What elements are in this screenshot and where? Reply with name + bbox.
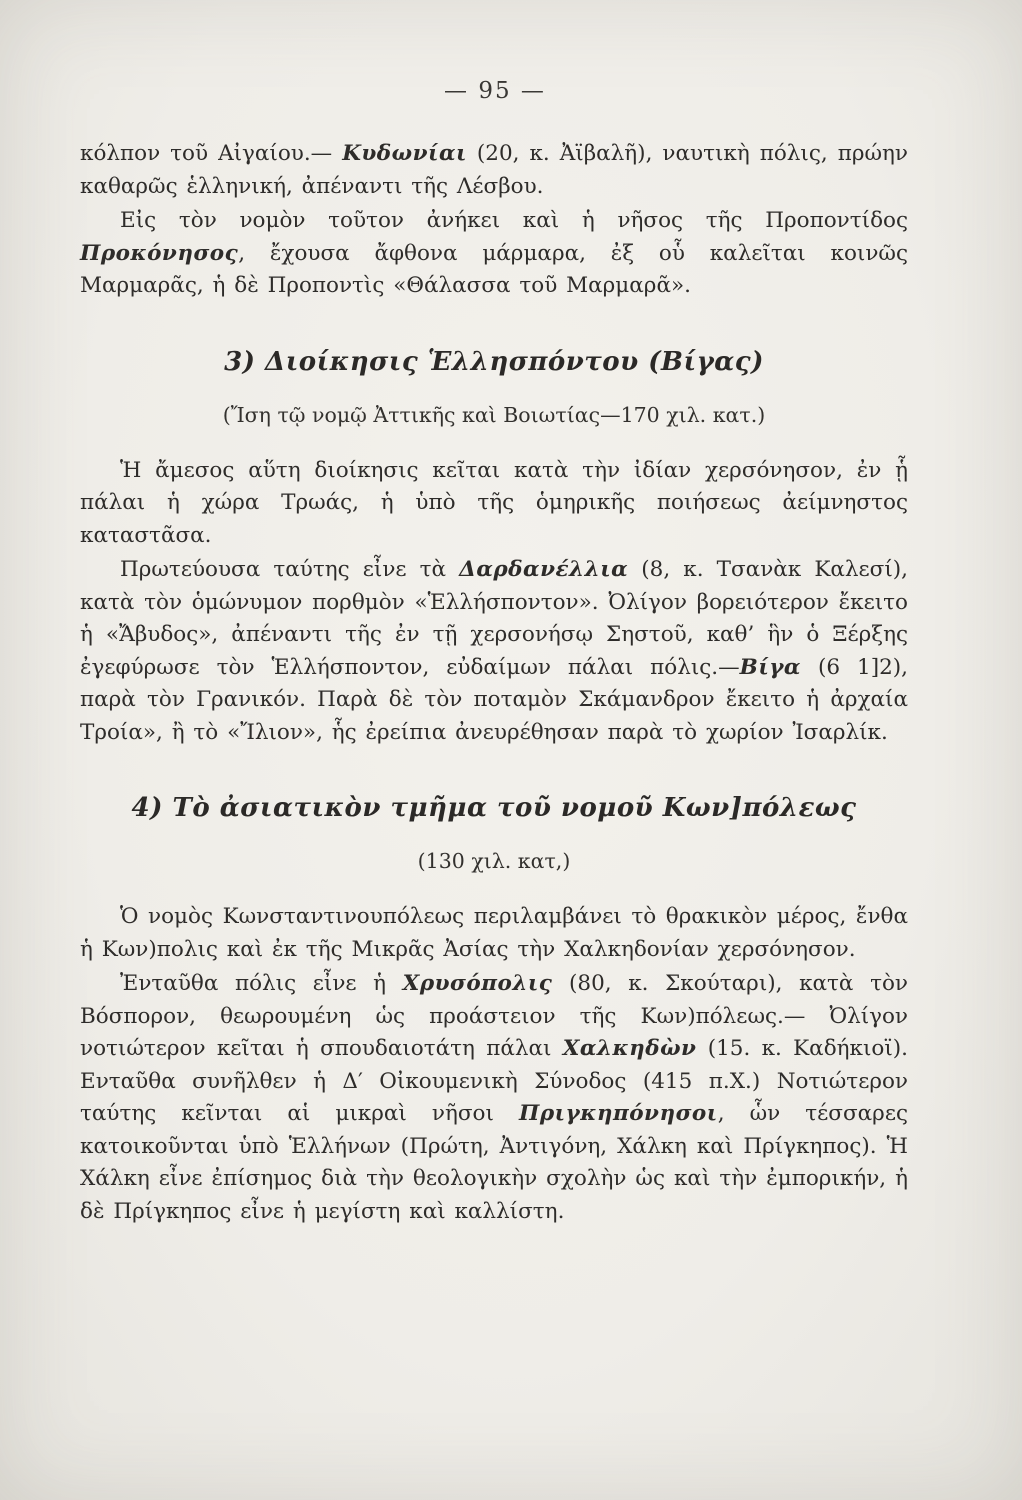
section-subheading [80, 403, 908, 427]
section-heading [80, 347, 908, 377]
emphasized-term: Βίγα [739, 654, 801, 680]
text-run: , ἔχουσα ἄφθονα μάρμαρα, ἐξ οὗ καλεῖται κοινῶς Μαρμαρᾶς, ἡ δὲ Προποντὶς «Θάλασσα τοῦ Μαρμαρᾶ». [80, 240, 908, 298]
paragraph [80, 901, 908, 966]
text-run: (6 1]2), παρὰ τὸν Γρανικόν. Παρὰ δὲ τὸν ποταμὸν Σκάμανδρον ἔκειτο ἡ ἀρχαία Τροία», ἢ τὸ «Ἴλιον», ἧς ἐρείπια ἀνευρέθησαν παρὰ τὸ χωρίον Ἰσαρλίκ. [80, 654, 908, 745]
emphasized-term: 3) Διοίκησις Ἑλλησπόντου (Βίγας) [224, 346, 764, 377]
paragraph [80, 205, 908, 303]
text-run: Ὁ νομὸς Κωνσταντινουπόλεως περιλαμβάνει τὸ θρακικὸν μέρος, ἔνθα ἡ Κων)πολις καὶ ἐκ τῆς Μικρᾶς Ἀσίας τὴν Χαλκηδονίαν χερσόνησον. [80, 904, 908, 962]
text-run: Εἰς τὸν νομὸν τοῦτον ἀνήκει καὶ ἡ νῆσος τῆς Προποντίδος [120, 208, 908, 233]
paragraph [80, 455, 908, 553]
emphasized-term: Κυδωνίαι [342, 141, 467, 166]
emphasized-term: Χρυσόπολις [402, 971, 553, 996]
text-run: Πρωτεύουσα ταύτης εἶνε τὰ [120, 557, 460, 582]
emphasized-term: Πριγκηπόνησοι [519, 1101, 718, 1126]
paragraph [80, 554, 908, 749]
emphasized-term: 4) Τὸ ἀσιατικὸν τμῆμα τοῦ νομοῦ Κων]πόλεως [131, 793, 857, 823]
emphasized-term: Προκόνησος [80, 240, 239, 266]
paragraph [80, 968, 908, 1228]
text-run: (80, κ. Σκούταρι), κατὰ τὸν Βόσπορον, θεωρουμένη ὡς προάστειον τῆς Κων)πόλεως.— Ὀλίγον νοτιώτερον κεῖται ἡ σπουδαιοτάτη πάλαι [80, 971, 908, 1061]
page-number: — 95 — [444, 78, 546, 104]
section-heading [80, 793, 908, 823]
paragraph [80, 138, 908, 203]
emphasized-term: Χαλκηδὼν [562, 1036, 697, 1061]
text-run: (130 χιλ. κατ,) [417, 849, 571, 873]
section-subheading [80, 849, 908, 873]
emphasized-term: Δαρδανέλλια [459, 557, 629, 582]
text-run: Ἡ ἄμεσος αὕτη διοίκησις κεῖται κατὰ τὴν ἰδίαν χερσόνησον, ἐν ᾗ πάλαι ἡ χώρα Τρωάς, ἡ ὑπὸ τῆς ὁμηρικῆς ποιήσεως ἀείμνηστος καταστᾶσα. [80, 457, 908, 548]
text-run: (20, κ. Ἀϊβαλῆ), ναυτικὴ πόλις, πρώην καθαρῶς ἑλληνική, ἀπέναντι τῆς Λέσβου. [80, 141, 908, 199]
text-run: , ὧν τέσσαρες κατοικοῦνται ὑπὸ Ἑλλήνων (Πρώτη, Ἀντιγόνη, Χάλκη καὶ Πρίγκηπος). Ἡ Χάλκη εἶνε ἐπίσημος διὰ τὴν θεολογικὴν σχολὴν ὡς καὶ τὴν ἐμπορικήν, ἡ δὲ Πρίγκηπος εἶνε ἡ μεγίστη καὶ καλλίστη. [80, 1101, 909, 1224]
page-body [80, 138, 908, 1228]
text-run: (8, κ. Τσανὰκ Καλεσί), κατὰ τὸν ὁμώνυμον πορθμὸν «Ἑλλήσποντον». Ὀλίγον βορειότερον ἔκειτο ἡ «Ἄβυδος», ἀπέναντι τῆς ἐν τῇ χερσονήσῳ Σηστοῦ, καθ’ ἣν ὁ Ξέρξης ἐγεφύρωσε τὸν Ἑλλήσποντον, εὐδαίμων πάλαι πόλις.— [80, 557, 908, 680]
text-run: Ἐνταῦθα πόλις εἶνε ἡ [120, 971, 403, 996]
text-run: (15. κ. Καδήκιοϊ). Ενταῦθα συνῆλθεν ἡ Δ′ Οἰκουμενικὴ Σύνοδος (415 π.Χ.) Νοτιώτερον ταύτης κεῖνται αἱ μικραὶ νῆσοι [80, 1036, 908, 1126]
text-run: κόλπον τοῦ Αἰγαίου.— [80, 141, 343, 166]
text-run: (Ἴση τῷ νομῷ Ἀττικῆς καὶ Βοιωτίας—170 χιλ. κατ.) [222, 402, 766, 427]
